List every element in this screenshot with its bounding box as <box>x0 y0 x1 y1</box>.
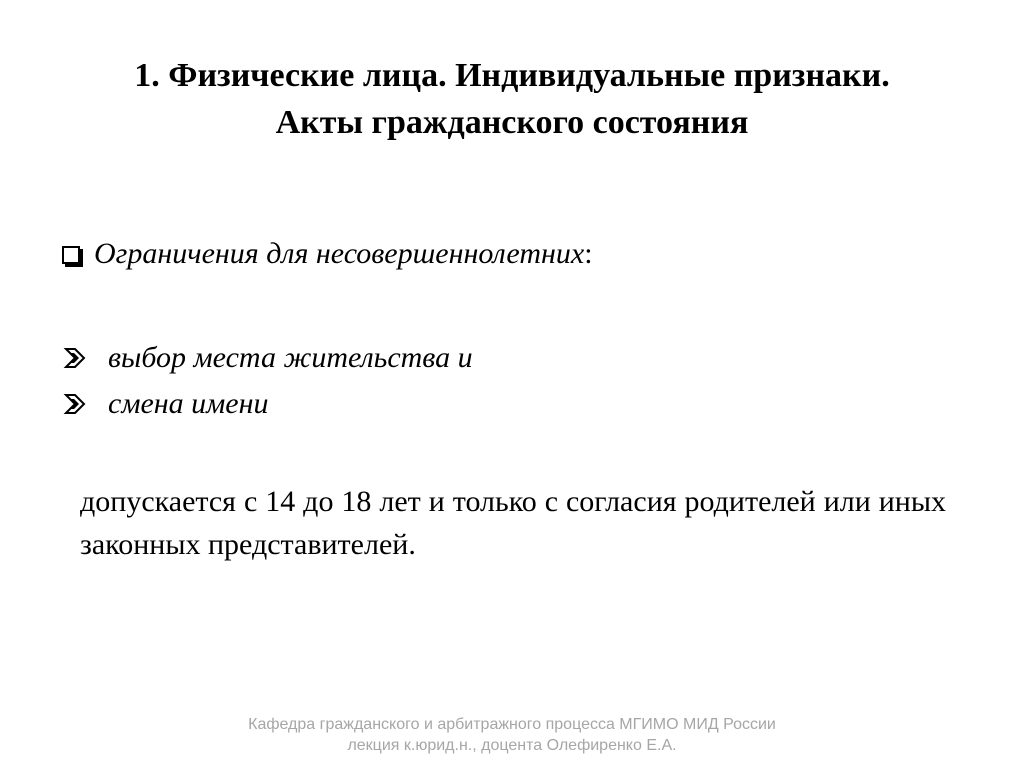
footer-line-1: Кафедра гражданского и арбитражного процесса МГИМО МИД России <box>248 716 776 733</box>
footer <box>0 714 1024 756</box>
title-line-2: Акты гражданского состояния <box>275 104 749 141</box>
arrow-right-icon <box>62 345 88 371</box>
section-heading-colon: : <box>584 237 593 270</box>
checkbox-square-icon <box>62 246 80 264</box>
section-heading-text: Ограничения для несовершеннолетних <box>94 237 585 270</box>
title-line-1: 1. Физические лица. Индивидуальные признаки. <box>134 57 890 94</box>
list-item-text: выбор места жительства и <box>108 341 473 374</box>
list-item-text: смена имени <box>108 387 269 420</box>
list-item <box>62 335 473 381</box>
slide-title <box>40 52 984 146</box>
footer-line-2: лекция к.юрид.н., доцента Олефиренко Е.А. <box>347 737 677 754</box>
bullet-list <box>62 335 473 427</box>
arrow-right-icon <box>62 391 88 417</box>
list-item <box>62 381 473 427</box>
section-heading <box>62 235 593 273</box>
body-paragraph: допускается с 14 до 18 лет и только с согласия родителей или иных законных представителей. <box>80 485 946 561</box>
